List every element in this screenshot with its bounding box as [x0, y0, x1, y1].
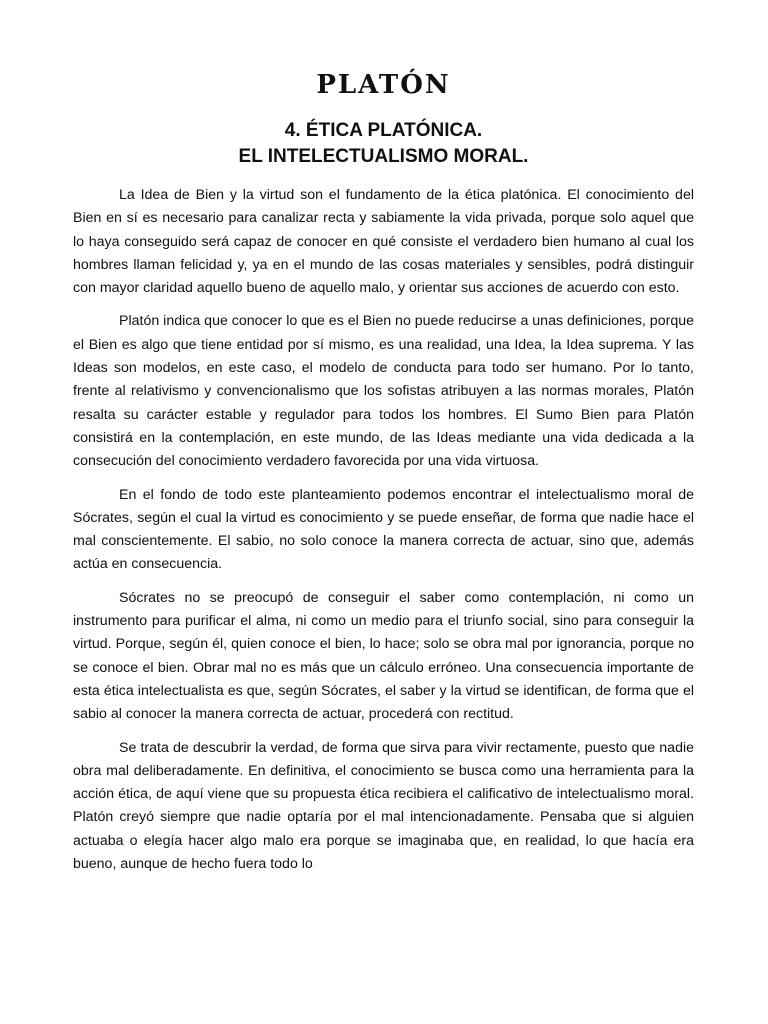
paragraph-3: En el fondo de todo este planteamiento podemos encontrar el intelectualismo moral de Sócrates, según el cual la virtud es conocimiento y se puede enseñar, de forma que nadie hace el mal conscientemente. El sabio, no solo conoce la manera correcta de actuar, sino que, además actúa en consecuencia. — [73, 486, 694, 573]
document-title: PLATÓN — [316, 70, 451, 100]
paragraph-4: Sócrates no se preocupó de conseguir el saber como contemplación, ni como un instrumento para purificar el alma, ni como un medio para el triunfo social, sino para conseguir la virtud. Porque, según él, quien conoce el bien, lo hace; solo se obra mal por ignorancia, porque no se conoce el bien. Obrar mal no es más que un cálculo erróneo. Una consecuencia importante de esta ética intelectualista es que, según Sócrates, el saber y la virtud se identifican, de forma que el sabio al conocer la manera correcta de actuar, procederá con rectitud. — [73, 589, 694, 723]
section-heading-line-2: EL INTELECTUALISMO MORAL. — [238, 146, 529, 167]
paragraph-1: La Idea de Bien y la virtud son el fundamento de la ética platónica. El conocimiento del Bien en sí es necesario para canalizar recta y sabiamente la vida privada, porque solo aquel que lo haya conseguido será capaz de conocer en qué consiste el verdadero bien humano al cual los hombres llaman felicidad y, ya en el mundo de las cosas materiales y sensibles, podrá distinguir con mayor claridad aquello bueno de aquello malo, y orientar sus acciones de acuerdo con esto. — [73, 187, 694, 297]
paragraph-2: Platón indica que conocer lo que es el Bien no puede reducirse a unas definiciones, porque el Bien es algo que tiene entidad por sí mismo, es una realidad, una Idea, la Idea suprema. Y las Ideas son modelos, en este caso, el modelo de conducta para todo ser humano. Por lo tanto, frente al relativismo y convencionalismo que los sofistas atribuyen a las normas morales, Platón resalta su carácter estable y regulador para todos los hombres. El Sumo Bien para Platón consistirá en la contemplación, en este mundo, de las Ideas mediante una vida dedicada a la consecución del conocimiento verdadero favorecida por una vida virtuosa. — [73, 313, 694, 470]
section-heading-line-1: 4. ÉTICA PLATÓNICA. — [284, 120, 483, 141]
section-heading — [73, 118, 694, 170]
paragraph-5: Se trata de descubrir la verdad, de forma que sirva para vivir rectamente, puesto que nadie obra mal deliberadamente. En definitiva, el conocimiento se busca como una herramienta para la acción ética, de aquí viene que su propuesta ética recibiera el calificativo de intelectualismo moral. Platón creyó siempre que nadie optaría por el mal intencionadamente. Pensaba que si alguien actuaba o elegía hacer algo malo era porque se imaginaba que, en realidad, lo que hacía era bueno, aunque de hecho fuera todo lo — [73, 739, 694, 873]
document-page — [73, 70, 694, 886]
